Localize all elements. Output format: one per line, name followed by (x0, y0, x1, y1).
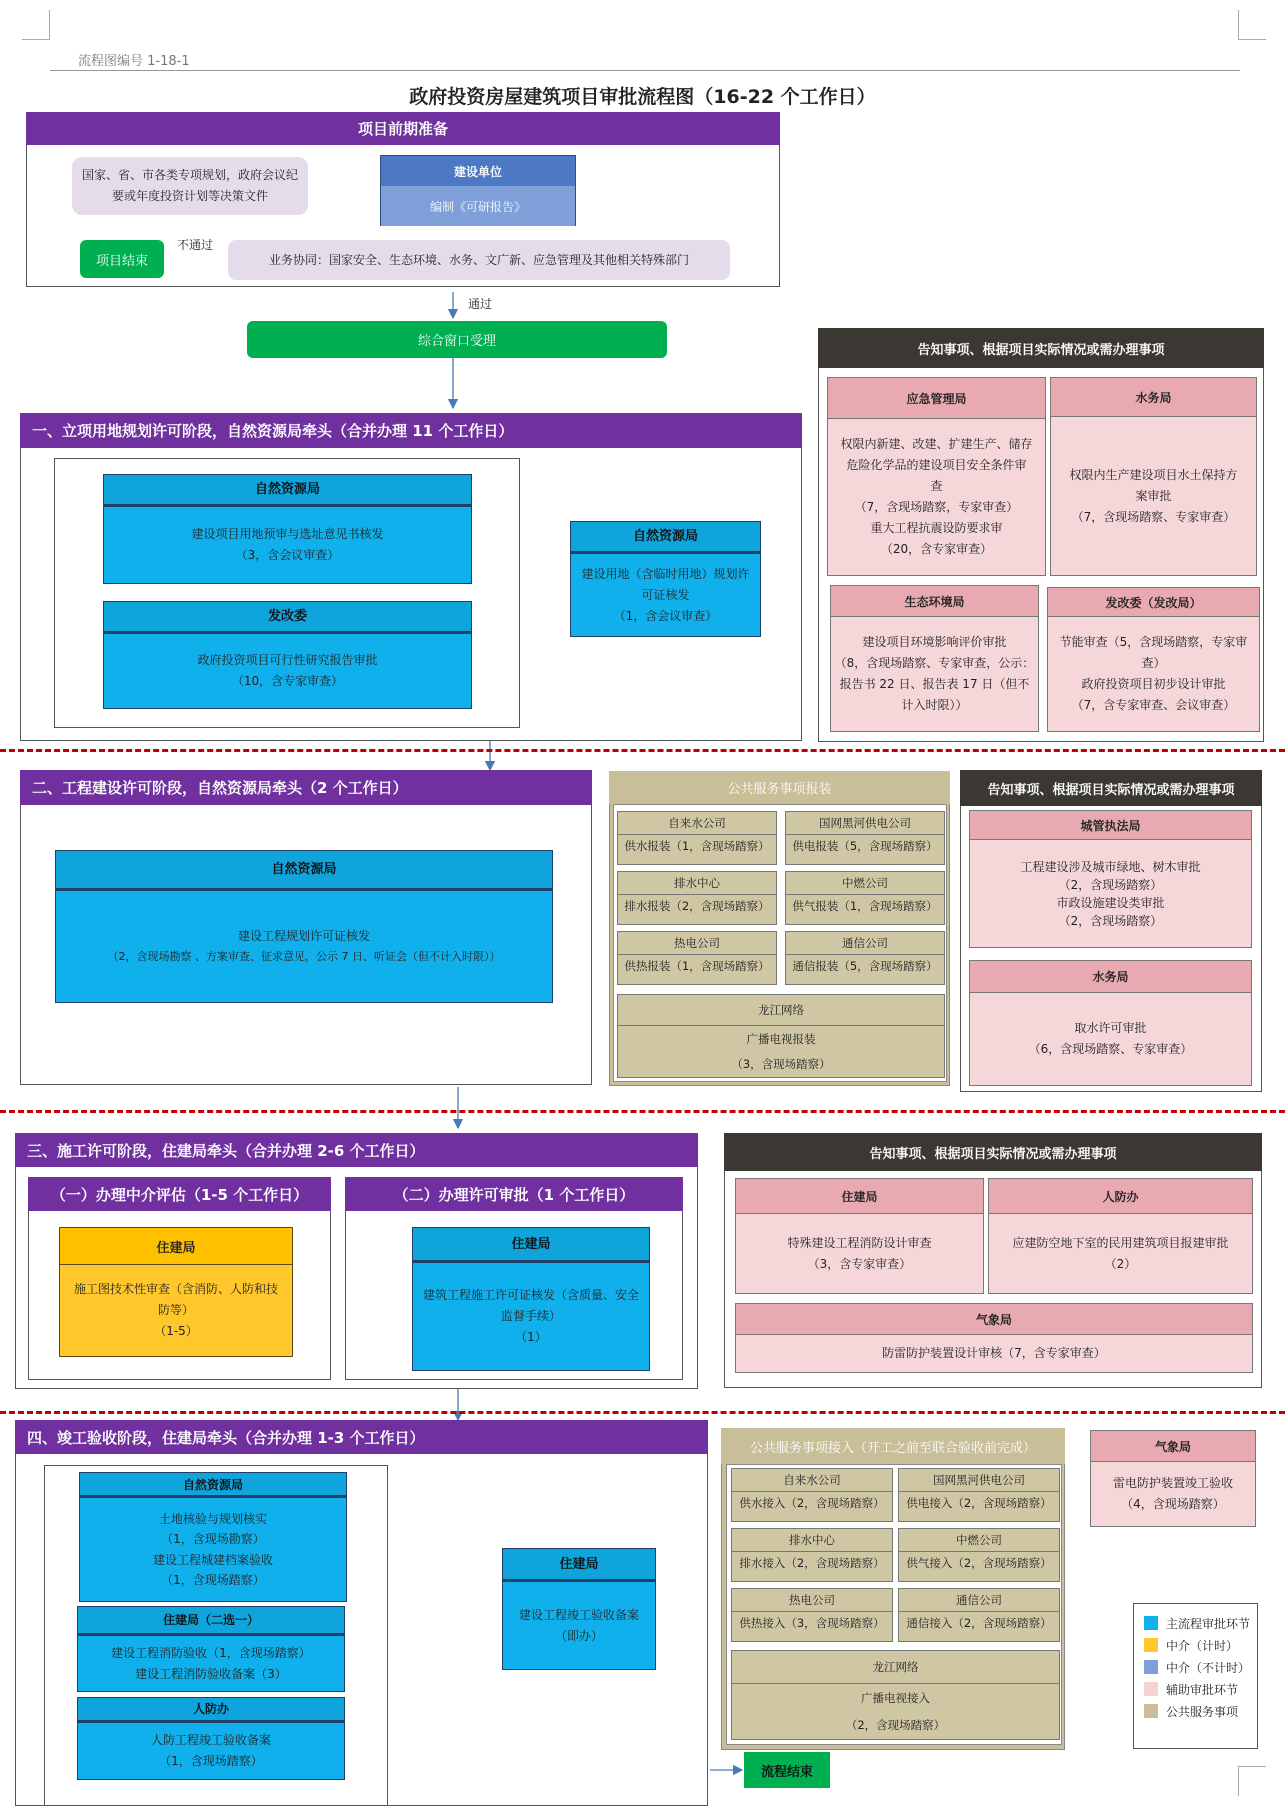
s3-sub1-header (28, 1177, 331, 1211)
pub1-tv-org: 龙江网络 (618, 995, 944, 1026)
n2-a-head: 城管执法局 (969, 810, 1252, 840)
s4-b-l2: 建设工程消防验收备案（3） (135, 1666, 287, 1681)
n1-c-l1: 建设项目环境影响评价审批 (862, 635, 1007, 649)
s3-sub2-text: （二）办理许可审批（1 个工作日） (393, 1185, 635, 1204)
n1-b-head: 水务局 (1050, 377, 1257, 417)
n3-c-l1: 防雷防护装置设计审核（7，含专家审查） (882, 1346, 1106, 1360)
s4-c-body (77, 1723, 345, 1780)
s2-box-body (55, 891, 553, 1003)
n3-a-body (735, 1214, 984, 1294)
stage4-header (15, 1420, 708, 1454)
n3-b-head: 人防办 (988, 1178, 1253, 1214)
s4-d-l1: 建设工程竣工验收备案 (518, 1607, 639, 1622)
n1-c-l2: （8，含现场踏察、专家审查，公示： (834, 656, 1035, 670)
pub1-tv-item: 广播电视报装 (746, 1032, 816, 1046)
pub2-gas-item: 供气接入（2，含现场踏察） (906, 1556, 1052, 1570)
n1-d-l4: （7，含专家审查、会议审查） (1071, 698, 1236, 712)
s3-yellow-l2: 防等） (157, 1303, 194, 1317)
s1-box3-body (570, 554, 761, 637)
s1-box1-head: 自然资源局 (103, 474, 472, 507)
pub1-gas-item: 供气报装（1，含现场踏察） (792, 899, 938, 913)
doc-number: 流程图编号 1-18-1 (78, 54, 190, 69)
s1-box1-body (103, 507, 472, 584)
pub1-tv-time: （3，含现场踏察） (731, 1057, 831, 1071)
pub1-cell-water (617, 811, 777, 865)
pub1-water-org: 自来水公司 (618, 812, 776, 835)
pub1-heat-item: 供热报装（1，含现场踏察） (624, 959, 770, 973)
s4-a-head: 自然资源局 (79, 1472, 347, 1498)
legend-swatch-agency-timed (1144, 1638, 1158, 1652)
qx-l2: （4，含现场踏察） (1121, 1497, 1225, 1511)
n3-b-body (988, 1214, 1253, 1294)
s3-blue-l2: 监督手续） (500, 1309, 561, 1323)
notice1-header: 告知事项、根据项目实际情况或需办理事项 (818, 328, 1264, 368)
s4-d-l2: （即办） (554, 1628, 603, 1643)
s1-box2-l1: 政府投资项目可行性研究报告审批 (197, 653, 378, 667)
pub2-cell-telecom (898, 1588, 1060, 1642)
stage3-header (15, 1133, 698, 1167)
n2-a-body (969, 840, 1252, 948)
prep-basis-text: 国家、省、市各类专项规划，政府会议纪要或年度投资计划等决策文件 (81, 168, 298, 203)
n1-a-l3: 查 (930, 479, 943, 493)
n1-d-l1: 节能审查（5，含现场踏察，专家审 (1059, 635, 1248, 649)
s1-box2-body (103, 634, 472, 709)
n2-a-l4: （2，含现场踏察） (1058, 913, 1163, 928)
n1-d-l3: 政府投资项目初步设计审批 (1081, 677, 1226, 691)
prep-basis-box (72, 157, 308, 215)
legend-label-auxiliary: 辅助审批环节 (1166, 1682, 1239, 1697)
n3-a-head: 住建局 (735, 1178, 984, 1214)
n1-a-body (827, 419, 1046, 576)
s4-a-l4: （1，含现场踏察） (161, 1572, 265, 1587)
window-node: 综合窗口受理 (247, 321, 667, 358)
s1-box1-l2: （3，含会议审查） (235, 548, 340, 562)
pub2-heat-org: 热电公司 (732, 1589, 892, 1612)
n3-c-head: 气象局 (735, 1303, 1253, 1335)
stage2-header (20, 770, 592, 805)
pub2-heat-item: 供热接入（3，含现场踏察） (739, 1616, 885, 1630)
pub1-cell-power (785, 811, 945, 865)
s3-sub2-header (345, 1177, 683, 1211)
pub1-telecom-item: 通信报装（5，含现场踏察） (792, 959, 938, 973)
qx-l1: 雷电防护装置竣工验收 (1112, 1476, 1233, 1490)
s3-yellow-l1: 施工图技术性审查（含消防、人防和技 (73, 1282, 278, 1296)
pub2-water-org: 自来水公司 (732, 1469, 892, 1492)
pub1-power-item: 供电报装（5，含现场踏察） (792, 839, 938, 853)
legend-label-agency-untimed: 中介（不计时） (1166, 1660, 1251, 1675)
s2-box-l2: （2，含现场勘察 、方案审查、征求意见，公示 7 日、听证会（但不计入时限）） (107, 950, 501, 964)
s4-b-head: 住建局（二选一） (77, 1606, 345, 1636)
s3-blue-head: 住建局 (412, 1227, 650, 1263)
prep-header (26, 112, 780, 145)
n2-b-l2: （6，含现场踏察、专家审查） (1028, 1042, 1193, 1056)
n1-c-l3: 报告书 22 日、报告表 17 日（但不 (839, 677, 1030, 691)
stage4-header-text: 四、竣工验收阶段，住建局牵头（合并办理 1-3 个工作日） (27, 1428, 425, 1447)
pub1-heat-org: 热电公司 (618, 932, 776, 955)
legend-label-public: 公共服务事项 (1166, 1704, 1239, 1719)
n1-d-head: 发改委（发改局） (1047, 587, 1260, 617)
legend-swatch-auxiliary (1144, 1682, 1158, 1696)
pub1-cell-drain (617, 871, 777, 925)
pub2-gas-org: 中燃公司 (899, 1529, 1059, 1552)
n1-a-l2: 危险化学品的建设项目安全条件审 (846, 458, 1027, 472)
pub2-power-item: 供电接入（2，含现场踏察） (906, 1496, 1052, 1510)
coord-text: 业务协同：国家安全、生态环境、水务、文广新、应急管理及其他相关特殊部门 (268, 252, 689, 267)
s4-b-l1: 建设工程消防验收（1，含现场踏察） (111, 1645, 311, 1660)
n3-a-l1: 特殊建设工程消防设计审查 (787, 1235, 932, 1250)
qx-body (1090, 1462, 1256, 1527)
n1-a-l1: 权限内新建、改建、扩建生产、储存 (840, 437, 1033, 451)
s1-box2-l2: （10，含专家审查） (231, 674, 344, 688)
page-title: 政府投资房屋建筑项目审批流程图（16-22 个工作日） (409, 86, 876, 108)
legend (1133, 1603, 1258, 1749)
n2-b-body (969, 993, 1252, 1086)
pub1-header: 公共服务事项报装 (609, 771, 950, 804)
n2-b-l1: 取水许可审批 (1074, 1021, 1147, 1035)
n1-b-l1: 权限内生产建设项目水土保持方 (1069, 467, 1238, 482)
pub2-cell-heat (731, 1588, 893, 1642)
n1-c-body (830, 617, 1039, 732)
s2-box-head: 自然资源局 (55, 850, 553, 891)
flow-end-node: 流程结束 (744, 1752, 830, 1788)
s3-blue-l3: （1） (515, 1330, 547, 1344)
notice2-header: 告知事项、根据项目实际情况或需办理事项 (960, 770, 1262, 806)
pub2-water-item: 供水接入（2，含现场踏察） (739, 1496, 885, 1510)
pub1-drain-item: 排水报装（2，含现场踏察） (624, 899, 770, 913)
pub1-gas-org: 中燃公司 (786, 872, 944, 895)
pub2-drain-org: 排水中心 (732, 1529, 892, 1552)
n1-c-l4: 计入时限）） (901, 698, 968, 712)
pub1-cell-telecom (785, 931, 945, 985)
n1-c-head: 生态环境局 (830, 585, 1039, 617)
n3-c-body (735, 1335, 1253, 1373)
stage3-header-text: 三、施工许可阶段，住建局牵头（合并办理 2-6 个工作日） (27, 1141, 425, 1160)
n1-d-l2: 查） (1141, 656, 1166, 670)
pub2-tv-item: 广播电视接入 (861, 1691, 930, 1705)
n1-b-body (1050, 417, 1257, 576)
legend-item-agency-timed (1144, 1634, 1257, 1656)
n1-d-body (1047, 617, 1260, 732)
legend-item-public (1144, 1700, 1257, 1722)
n2-a-l1: 工程建设涉及城市绿地、树木审批 (1020, 859, 1201, 874)
s1-box3-l3: （1，含会议审查） (613, 608, 718, 623)
n1-a-l4: （7，含现场踏察，专家审查） (854, 500, 1019, 514)
pub2-cell-tv (731, 1650, 1060, 1740)
n1-a-head: 应急管理局 (827, 377, 1046, 419)
legend-item-main (1144, 1612, 1257, 1634)
fail-label: 不通过 (177, 238, 214, 252)
s4-c-l2: （1，含现场踏察） (159, 1754, 263, 1768)
builder-body: 编制《可研报告》 (381, 186, 575, 226)
pub2-cell-gas (898, 1528, 1060, 1582)
legend-item-agency-untimed (1144, 1656, 1257, 1678)
n3-b-l1: 应建防空地下室的民用建筑项目报建审批 (1012, 1235, 1229, 1250)
s4-d-body (502, 1582, 656, 1670)
s3-sub1-text: （一）办理中介评估（1-5 个工作日） (50, 1185, 309, 1204)
pub2-drain-item: 排水接入（2，含现场踏察） (739, 1556, 885, 1570)
s1-box1-l1: 建设项目用地预审与选址意见书核发 (191, 527, 384, 541)
divider-3 (0, 1411, 1285, 1414)
s4-d-head: 住建局 (502, 1548, 656, 1582)
legend-swatch-agency-untimed (1144, 1660, 1158, 1674)
pub2-tv-time: （2，含现场踏察） (845, 1718, 946, 1732)
s4-a-l1: 土地核验与规划核实 (158, 1511, 267, 1526)
n2-b-head: 水务局 (969, 960, 1252, 993)
pub2-power-org: 国网黑河供电公司 (899, 1469, 1059, 1492)
legend-swatch-main (1144, 1616, 1158, 1630)
pub2-cell-drain (731, 1528, 893, 1582)
legend-swatch-public (1144, 1704, 1158, 1718)
s3-blue-l1: 建筑工程施工许可证核发（含质量、安全 (422, 1288, 639, 1302)
stage1-header-text: 一、立项用地规划许可阶段，自然资源局牵头（合并办理 11 个工作日） (32, 422, 514, 440)
pub1-cell-heat (617, 931, 777, 985)
pub2-header: 公共服务事项接入（开工之前至联合验收前完成） (721, 1428, 1065, 1464)
s4-a-l2: （1，含现场勘察） (161, 1532, 265, 1547)
s4-b-body (77, 1636, 345, 1692)
n2-a-l2: （2，含现场踏察） (1058, 877, 1163, 892)
n1-b-l2: 案审批 (1135, 488, 1172, 503)
stage1-header (20, 413, 802, 448)
prep-header-text: 项目前期准备 (357, 120, 448, 138)
pub2-tv-org: 龙江网络 (732, 1651, 1059, 1684)
s1-box2-head: 发改委 (103, 601, 472, 634)
pub1-power-org: 国网黑河供电公司 (786, 812, 944, 835)
pub1-cell-gas (785, 871, 945, 925)
pub1-telecom-org: 通信公司 (786, 932, 944, 955)
pub2-cell-water (731, 1468, 893, 1522)
qx-head: 气象局 (1090, 1430, 1256, 1462)
pub1-cell-tv (617, 994, 945, 1078)
n1-a-l6: （20，含专家审查） (880, 542, 993, 556)
n3-b-l2: （2） (1104, 1256, 1137, 1271)
n3-a-l2: （3，含专家审查） (807, 1256, 912, 1271)
pub2-telecom-item: 通信接入（2，含现场踏察） (906, 1616, 1052, 1630)
n2-a-l3: 市政设施建设类审批 (1056, 895, 1165, 910)
prep-end-node: 项目结束 (80, 240, 164, 278)
n1-b-l3: （7，含现场踏察、专家审查） (1071, 509, 1236, 524)
divider-1 (0, 749, 1285, 752)
legend-label-main: 主流程审批环节 (1166, 1616, 1251, 1631)
notice3-header: 告知事项、根据项目实际情况或需办理事项 (724, 1133, 1262, 1171)
s4-a-body (79, 1498, 347, 1602)
s4-c-head: 人防办 (77, 1697, 345, 1723)
pub1-drain-org: 排水中心 (618, 872, 776, 895)
legend-item-auxiliary (1144, 1678, 1257, 1700)
pub1-water-item: 供水报装（1，含现场踏察） (624, 839, 770, 853)
n1-a-l5: 重大工程抗震设防要求审 (870, 521, 1003, 535)
s4-a-l3: 建设工程城建档案验收 (152, 1552, 273, 1567)
builder-head: 建设单位 (381, 156, 575, 186)
coord-box (228, 240, 730, 280)
s3-yellow-head: 住建局 (59, 1227, 293, 1265)
s2-box-l1: 建设工程规划许可证核发 (237, 929, 370, 944)
divider-2 (0, 1110, 1285, 1113)
s1-box3-l1: 建设用地（含临时用地）规划许 (581, 566, 750, 581)
pass-label: 通过 (468, 297, 493, 311)
pub2-telecom-org: 通信公司 (899, 1589, 1059, 1612)
s1-box3-l2: 可证核发 (641, 587, 690, 602)
s3-blue-body (412, 1263, 650, 1371)
s3-yellow-body (59, 1265, 293, 1357)
s3-yellow-l3: （1-5） (154, 1324, 198, 1338)
s4-c-l1: 人防工程竣工验收备案 (150, 1733, 271, 1747)
s1-box3-head: 自然资源局 (570, 521, 761, 554)
pub2-cell-power (898, 1468, 1060, 1522)
builder-box (380, 155, 576, 226)
stage2-header-text: 二、工程建设许可阶段，自然资源局牵头（2 个工作日） (32, 779, 408, 797)
legend-label-agency-timed: 中介（计时） (1166, 1638, 1239, 1653)
